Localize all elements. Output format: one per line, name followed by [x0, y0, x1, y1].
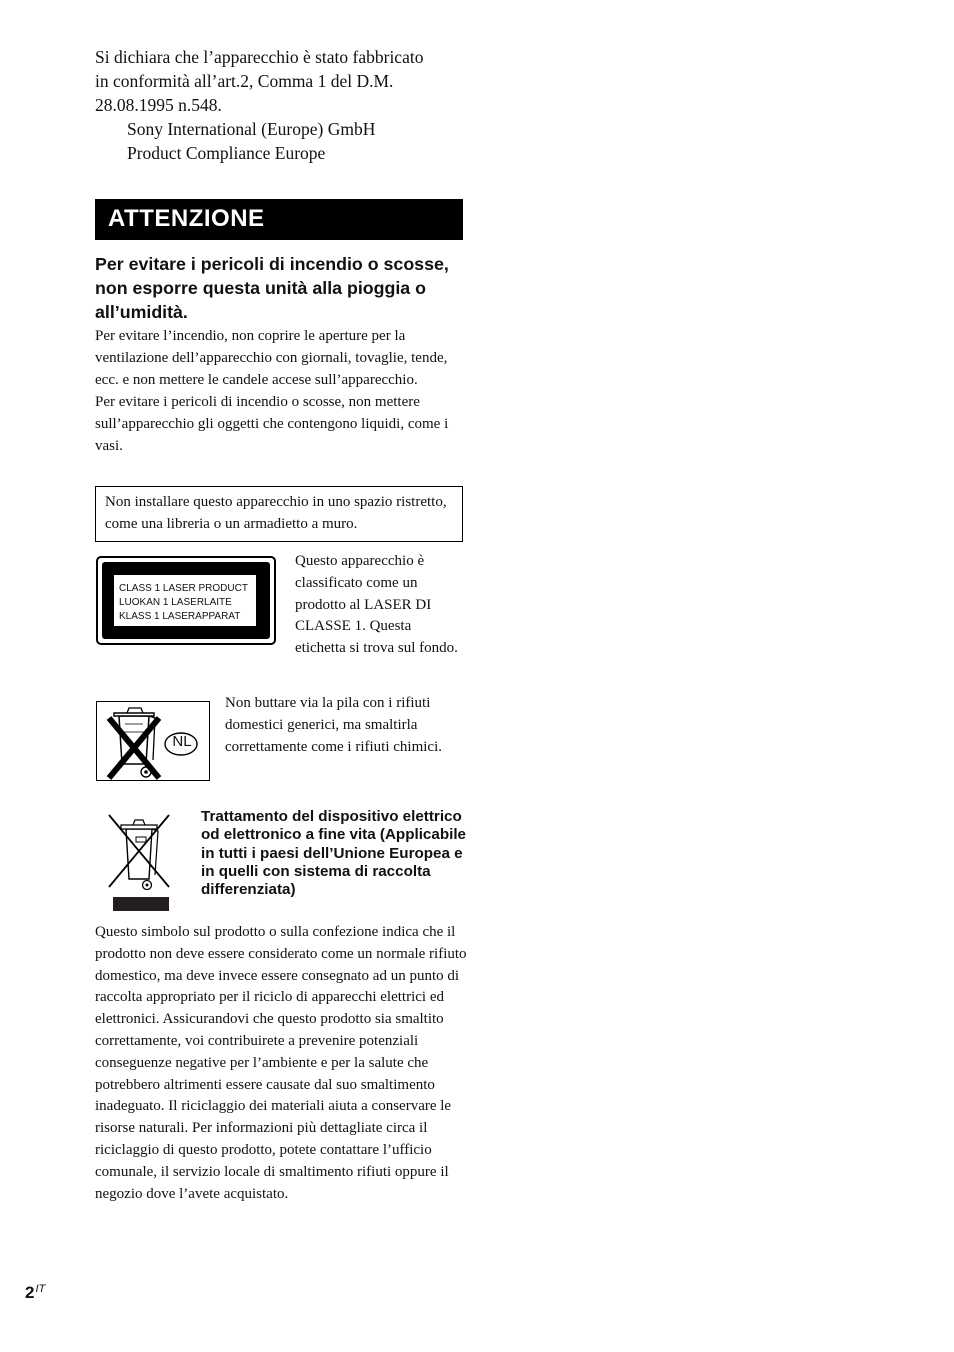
- installation-notice-box: [95, 486, 463, 542]
- weee-heading: Trattamento del dispositivo elettrico od elettronico a fine vita (Applicabile in tutti i paesi dell’Unione Europea e in quelli con sistema di raccolta differenziata): [201, 808, 466, 899]
- company-name: Sony International (Europe) GmbH: [127, 119, 376, 139]
- laser-label-line: CLASS 1 LASER PRODUCT: [119, 583, 248, 594]
- crossed-bin-battery-icon: [96, 701, 210, 781]
- page-language-code: IT: [35, 1283, 46, 1295]
- weee-crossed-bin-icon-graphic: [103, 811, 175, 913]
- banner-title: ATTENZIONE: [108, 205, 265, 232]
- laser-label-line: KLASS 1 LASERAPPARAT: [119, 611, 241, 622]
- laser-class-label: [96, 556, 276, 645]
- laser-label-panel: [114, 575, 256, 626]
- declaration-line: in conformità all’art.2, Comma 1 del D.M.: [95, 71, 394, 91]
- laser-description: Questo apparecchio è classificato come un prodotto al LASER DI CLASSE 1. Questa etichetta si trova sul fondo.: [295, 553, 458, 657]
- battery-badge-label: NL: [172, 733, 192, 750]
- page-number: [25, 1283, 44, 1303]
- warning-body: [95, 326, 465, 458]
- weee-body-text: Questo simbolo sul prodotto o sulla confezione indica che il prodotto non deve essere considerato come un normale rifiuto domestico, ma deve invece essere consegnato ad un punto di raccolta appropriato per il riciclo di apparecchi elettrici ed elettronici. Assicurandovi che questo prodotto sia smaltito correttamente, voi contribuirete a prevenire potenziali conseguenze negative per l’ambiente e per la salute che potrebbero altrimenti essere causate dal suo smaltimento inadeguato. Il riciclaggio dei materiali aiuta a conservare le risorse naturali. Per informazioni più dettagliate circa il riciclaggio di questo prodotto, potete contattare l’ufficio comunale, il servizio locale di smaltimento rifiuti oppure il negozio dove l’avete acquistato.: [95, 924, 467, 1202]
- company-department: Product Compliance Europe: [127, 143, 326, 163]
- declaration-line: Si dichiara che l’apparecchio è stato fabbricato: [95, 47, 424, 67]
- warning-heading: Per evitare i pericoli di incendio o scosse, non esporre questa unità alla pioggia o all’umidità.: [95, 254, 449, 322]
- battery-disposal-text: Non buttare via la pila con i rifiuti domestici generici, ma smaltirla correttamente come i rifiuti chimici.: [225, 695, 442, 755]
- attention-banner: [95, 199, 463, 240]
- warning-paragraph: Per evitare l’incendio, non coprire le aperture per la ventilazione dell’apparecchio con giornali, tovaglie, tende, ecc. e non mettere le candele accese sull’apparecchio.: [95, 328, 448, 388]
- declaration-line: 28.08.1995 n.548.: [95, 95, 222, 115]
- page-number-value: 2: [25, 1283, 35, 1302]
- declaration-block: [95, 45, 463, 165]
- laser-label-line: LUOKAN 1 LASERLAITE: [119, 597, 232, 608]
- laser-label-text: [119, 582, 248, 624]
- installation-notice-text: Non installare questo apparecchio in uno spazio ristretto, come una libreria o un armadietto a muro.: [105, 494, 447, 532]
- warning-paragraph: Per evitare i pericoli di incendio o scosse, non mettere sull’apparecchio gli oggetti che contengono liquidi, come i vasi.: [95, 394, 449, 454]
- weee-crossed-bin-icon: [103, 811, 175, 913]
